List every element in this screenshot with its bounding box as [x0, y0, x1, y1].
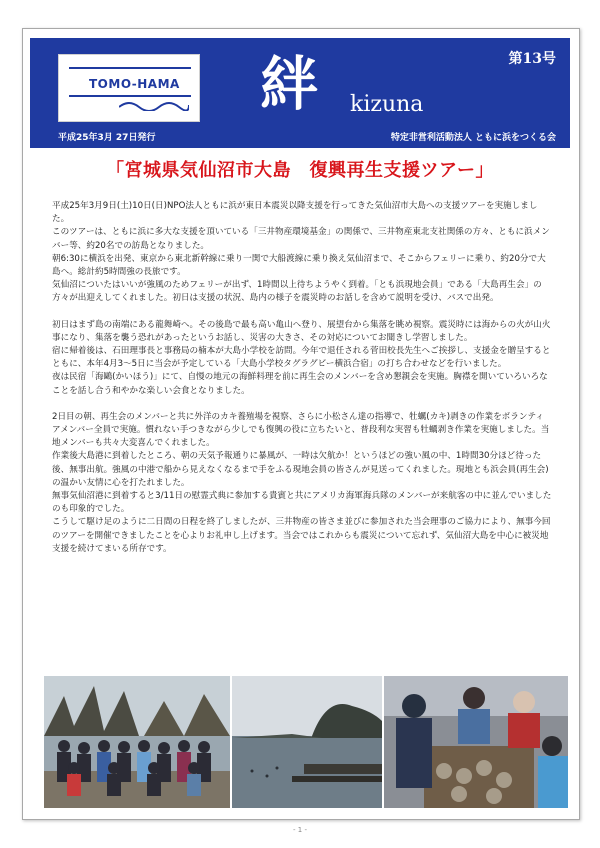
body-line: 夜は民宿「海鷗(かいほう)」にて、自慢の地元の海鮮料理を前に再生会のメンバーを含め懇親会を実施。胸襟を開いていろいろなことを話し合う和やかな楽しい会食となりました。: [52, 372, 548, 396]
group-photo: [44, 676, 230, 808]
article-body: [52, 200, 552, 569]
logo-text: TOMO-HAMA: [89, 77, 180, 91]
paragraph-group-3: [52, 411, 552, 556]
publication-date: 平成25年3月 27日発行: [58, 133, 156, 143]
photo-strip: [44, 676, 568, 808]
page-number: - 1 -: [293, 826, 307, 834]
paragraph-group-1: [52, 200, 552, 306]
harbor-photo: [232, 676, 382, 808]
body-line: 作業後大島港に到着したところ、朝の天気予報通りに暴風が、一時は欠航か！というほどの強い風の中、1時間30分ほど待った後、無事出航。強風の中港で船から見えなくなるまで手をふる現地会員の皆さんが見送ってくれました。現地とも浜会員(再生会)の温かい友情に心を打たれました。: [52, 451, 549, 488]
logo-rule-bottom: [69, 95, 191, 97]
body-line: このツアーは、ともに浜に多大な支援を頂いている「三井物産環境基金」の関係で、三井物産東北支社関係の方々、ともに浜メンバー等、約20名での訪島となりました。: [52, 227, 550, 251]
body-line: 初日はまず島の南端にある龍舞崎へ。その後島で最も高い亀山へ登り、展望台から集落を眺め視察。震災時には海からの火が山火事になり、集落を襲う恐れがあったというお話し、災害の大きさ、その対応についてお聞きし学習しました。: [52, 319, 551, 343]
paragraph-group-2: [52, 319, 552, 398]
body-line: こうして駆け足のように二日間の日程を終了しましたが、三井物産の皆さま並びに参加された当会理事のご協力により、無事今回のツアーを開催できましたことを心よりお礼申し上げます。当会ではこれからも震災について忘れず、気仙沼大島を中心に被災地支援を続けてまいる所存です。: [52, 517, 551, 554]
issue-number: 第13号: [508, 51, 556, 67]
logo: [58, 54, 200, 122]
newsletter-header: [30, 38, 570, 148]
body-line: 気仙沼についたはいいが強風のためフェリーが出ず、1時間以上待ちようやく到着。「とも浜現地会員」である「大島再生会」の方々が出迎えしてくれました。初日は支援の状況、島内の様子を震災時のお話しを含めて説明を受け、バスで出発。: [52, 280, 542, 304]
body-line: 平成25年3月9日(土)10日(日)NPO法人ともに浜が東日本震災以降支援を行ってきた気仙沼市大島への支援ツアーを実施しました。: [52, 201, 538, 225]
oyster-work-photo: [384, 676, 568, 808]
wave-icon: [119, 99, 189, 111]
newsletter-title-romaji: kizuna: [350, 92, 424, 117]
newsletter-title: 絆: [260, 50, 319, 118]
article-headline: 「宮城県気仙沼市大島 復興再生支援ツアー」: [106, 160, 494, 181]
organization-name: 特定非営利活動法人 ともに浜をつくる会: [390, 133, 556, 143]
body-line: 宿に帰着後は、石田理事長と事務局の楠本が大島小学校を訪問。今年で退任される菅田校長先生へご挨拶し、支援金を贈呈するとともに、本年4月3～5日に当会が予定している「大島小学校タグラグビー横浜合宿」の打ち合わせなどを行いました。: [52, 346, 551, 370]
body-line: 2日目の朝、再生会のメンバーと共に外洋のカキ養殖場を視察、さらに小松さん達の指導で、牡蠣(カキ)剥きの作業をボランティアメンバー全員で実施。慣れない手つきながら少しでも復興の役に立ちたいと、普段利な実習も牡蠣剥き作業を実施しました。当地メンバーも共々大変喜んでくれました。: [52, 411, 550, 449]
body-line: 朝6:30に横浜を出発、東京から東北新幹線に乗り一関で大船渡線に乗り換え気仙沼まで、そこからフェリーに乗り、約20分で大島へ。総計約5時間強の長旅です。: [52, 253, 546, 278]
body-line: 無事気仙沼港に到着すると3/11日の慰霊式典に参加する貴賓と共にアメリカ海軍海兵隊のメンバーが来航客の中に並んでいましたのも印象的でした。: [52, 491, 552, 515]
logo-rule-top: [69, 67, 191, 69]
